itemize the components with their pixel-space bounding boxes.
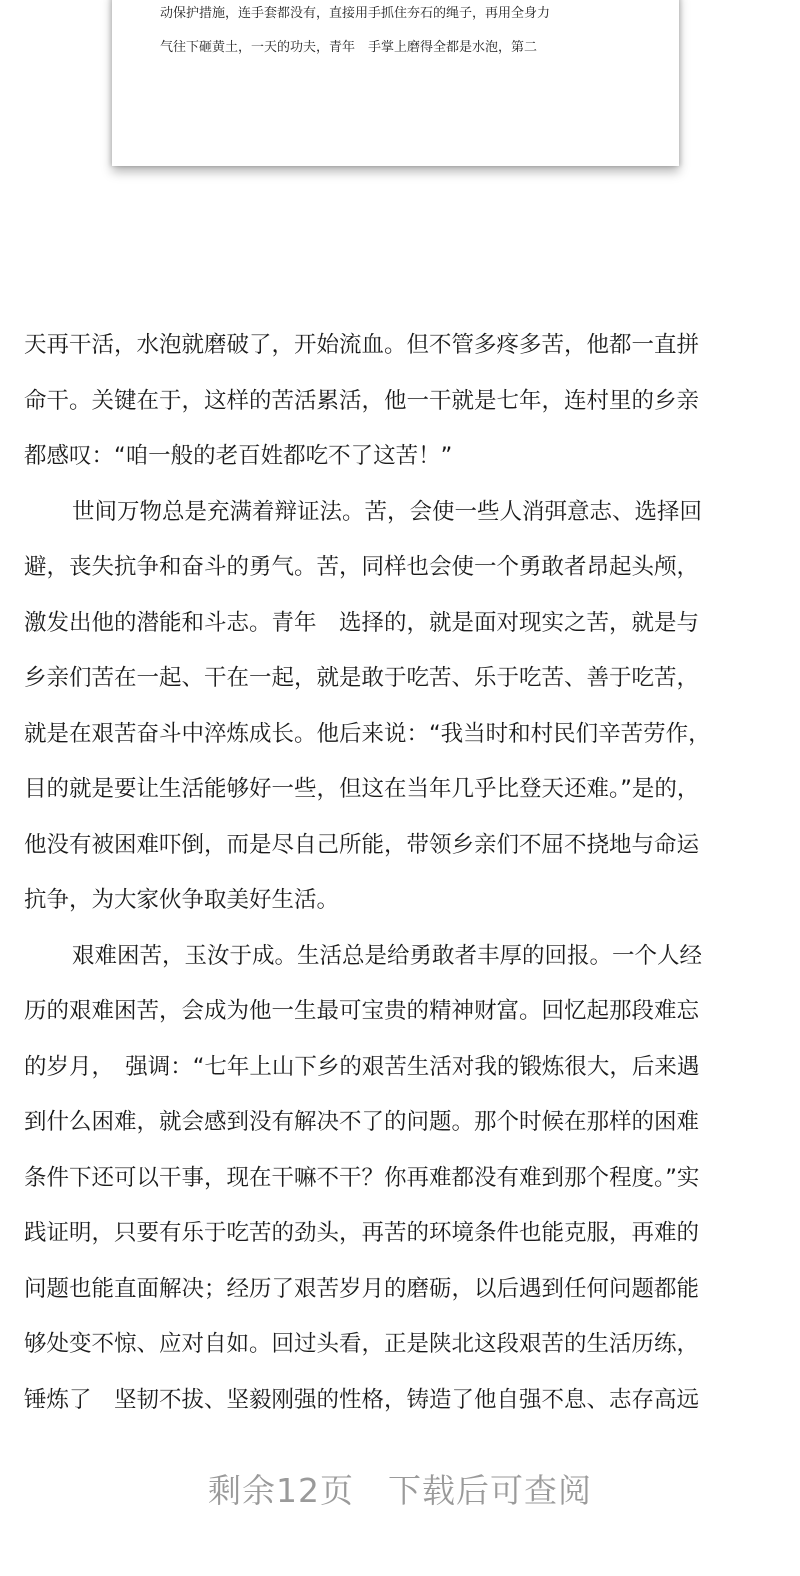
preview-text-line: 气往下砸黄土，一天的功夫，青年 手掌上磨得全都是水泡，第二 — [160, 40, 538, 55]
body-text-line: 激发出他的潜能和斗志。青年 选择的，就是面对现实之苦，就是与 — [24, 609, 700, 636]
body-text-line: 都感叹：“咱一般的老百姓都吃不了这苦！” — [24, 443, 453, 469]
body-text-line: 到什么困难，就会感到没有解决不了的问题。那个时候在那样的困难 — [24, 1109, 700, 1135]
body-text-line: 他没有被困难吓倒，而是尽自己所能，带领乡亲们不屈不挠地与命运 — [24, 831, 700, 858]
body-text-line: 够处变不惊、应对自如。回过头看，正是陕北这段艰苦的生活历练， — [24, 1331, 700, 1357]
body-text-line: 践证明，只要有乐于吃苦的劲头，再苦的环境条件也能克服，再难的 — [24, 1220, 700, 1246]
body-text-line: 的岁月， 强调：“七年上山下乡的艰苦生活对我的锻炼很大，后来遇 — [24, 1053, 700, 1080]
body-text-line: 命干。关键在于，这样的苦活累活，他一干就是七年，连村里的乡亲 — [24, 387, 700, 414]
body-text-line: 条件下还可以干事，现在干嘛不干？你再难都没有难到那个程度。”实 — [24, 1164, 700, 1191]
body-text-line: 乡亲们苦在一起、干在一起，就是敢于吃苦、乐于吃苦、善于吃苦， — [24, 665, 700, 691]
body-text-line: 抗争，为大家伙争取美好生活。 — [24, 887, 340, 913]
document-preview-card — [112, 0, 679, 166]
body-text-line: 就是在艰苦奋斗中淬炼成长。他后来说：“我当时和村民们辛苦劳作， — [24, 720, 711, 747]
body-text-line: 避，丧失抗争和奋斗的勇气。苦，同样也会使一个勇敢者昂起头颅， — [24, 554, 700, 580]
body-text-line: 历的艰难困苦，会成为他一生最可宝贵的精神财富。回忆起那段难忘 — [24, 998, 700, 1024]
remaining-pages-notice[interactable]: 剩余12页 下载后可查阅 — [208, 1471, 592, 1510]
body-text-line: 天再干活，水泡就磨破了，开始流血。但不管多疼多苦，他都一直拼 — [24, 332, 700, 358]
body-text-line: 锤炼了 坚韧不拔、坚毅刚强的性格，铸造了他自强不息、志存高远 — [24, 1386, 700, 1413]
preview-text-line: 动保护措施，连手套都没有，直接用手抓住夯石的绳子，再用全身力 — [160, 6, 551, 21]
document-body — [24, 323, 776, 1433]
body-text-line: 问题也能直面解决；经历了艰苦岁月的磨砺，以后遇到任何问题都能 — [24, 1275, 700, 1302]
paragraph-start-line: 世间万物总是充满着辩证法。苦，会使一些人消弭意志、选择回 — [72, 498, 703, 525]
paragraph-start-line: 艰难困苦，玉汝于成。生活总是给勇敢者丰厚的回报。一个人经 — [72, 942, 703, 969]
body-text-line: 目的就是要让生活能够好一些，但这在当年几乎比登天还难。”是的， — [24, 776, 700, 802]
